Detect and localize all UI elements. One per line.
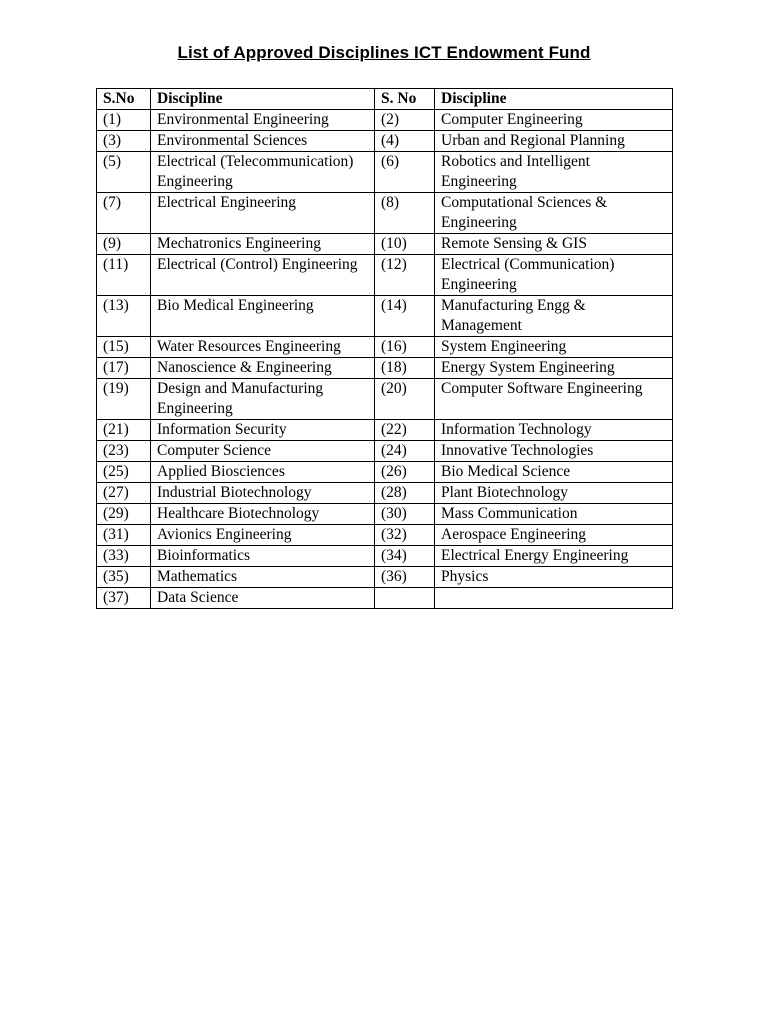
discipline-left: Computer Science (151, 441, 375, 462)
discipline-right: Bio Medical Science (435, 462, 673, 483)
table-row (97, 420, 673, 441)
serial-number-left: (11) (97, 255, 151, 296)
discipline-right: Information Technology (435, 420, 673, 441)
table-row (97, 504, 673, 525)
serial-number-right: (2) (375, 110, 435, 131)
table-row (97, 358, 673, 379)
page-title: List of Approved Disciplines ICT Endowment Fund (177, 43, 591, 62)
discipline-right: Robotics and Intelligent Engineering (435, 152, 673, 193)
serial-number-left: (17) (97, 358, 151, 379)
serial-number-left: (19) (97, 379, 151, 420)
header-discipline-right: Discipline (435, 89, 673, 110)
discipline-right: Plant Biotechnology (435, 483, 673, 504)
discipline-right: Remote Sensing & GIS (435, 234, 673, 255)
discipline-left: Nanoscience & Engineering (151, 358, 375, 379)
discipline-left: Data Science (151, 588, 375, 609)
discipline-right: Aerospace Engineering (435, 525, 673, 546)
serial-number-right: (28) (375, 483, 435, 504)
header-sno-right: S. No (375, 89, 435, 110)
discipline-left: Environmental Sciences (151, 131, 375, 152)
discipline-left: Design and Manufacturing Engineering (151, 379, 375, 420)
discipline-right: Electrical (Communication) Engineering (435, 255, 673, 296)
serial-number-right: (30) (375, 504, 435, 525)
discipline-right: System Engineering (435, 337, 673, 358)
table-row (97, 234, 673, 255)
discipline-left: Mechatronics Engineering (151, 234, 375, 255)
serial-number-left: (29) (97, 504, 151, 525)
table-row (97, 462, 673, 483)
table-row (97, 441, 673, 462)
serial-number-left: (1) (97, 110, 151, 131)
serial-number-right: (32) (375, 525, 435, 546)
discipline-right: Computer Engineering (435, 110, 673, 131)
serial-number-left: (21) (97, 420, 151, 441)
discipline-right: Urban and Regional Planning (435, 131, 673, 152)
discipline-left: Electrical Engineering (151, 193, 375, 234)
discipline-left: Healthcare Biotechnology (151, 504, 375, 525)
table-row (97, 110, 673, 131)
serial-number-left: (33) (97, 546, 151, 567)
serial-number-right: (22) (375, 420, 435, 441)
serial-number-left: (37) (97, 588, 151, 609)
table-row (97, 131, 673, 152)
serial-number-right: (6) (375, 152, 435, 193)
table-row (97, 337, 673, 358)
serial-number-right: (24) (375, 441, 435, 462)
serial-number-right: (18) (375, 358, 435, 379)
serial-number-left: (35) (97, 567, 151, 588)
serial-number-left: (31) (97, 525, 151, 546)
discipline-right: Computational Sciences & Engineering (435, 193, 673, 234)
table-body (97, 110, 673, 609)
serial-number-left: (27) (97, 483, 151, 504)
discipline-left: Electrical (Control) Engineering (151, 255, 375, 296)
discipline-left: Applied Biosciences (151, 462, 375, 483)
table-row (97, 525, 673, 546)
serial-number-left: (9) (97, 234, 151, 255)
serial-number-right: (34) (375, 546, 435, 567)
discipline-right: Electrical Energy Engineering (435, 546, 673, 567)
table-row (97, 567, 673, 588)
discipline-right: Mass Communication (435, 504, 673, 525)
serial-number-right: (4) (375, 131, 435, 152)
discipline-left: Mathematics (151, 567, 375, 588)
table-header-row (97, 89, 673, 110)
table-row (97, 379, 673, 420)
serial-number-right: (14) (375, 296, 435, 337)
table-row (97, 588, 673, 609)
discipline-right: Computer Software Engineering (435, 379, 673, 420)
table-row (97, 152, 673, 193)
discipline-right: Innovative Technologies (435, 441, 673, 462)
discipline-left: Environmental Engineering (151, 110, 375, 131)
serial-number-right: (20) (375, 379, 435, 420)
discipline-right: Physics (435, 567, 673, 588)
discipline-left: Electrical (Telecommunication) Engineering (151, 152, 375, 193)
serial-number-right: (8) (375, 193, 435, 234)
serial-number-left: (5) (97, 152, 151, 193)
discipline-right (435, 588, 673, 609)
header-sno-left: S.No (97, 89, 151, 110)
discipline-left: Avionics Engineering (151, 525, 375, 546)
discipline-left: Information Security (151, 420, 375, 441)
serial-number-right: (36) (375, 567, 435, 588)
discipline-left: Industrial Biotechnology (151, 483, 375, 504)
serial-number-right: (10) (375, 234, 435, 255)
table-row (97, 483, 673, 504)
discipline-left: Bio Medical Engineering (151, 296, 375, 337)
discipline-left: Bioinformatics (151, 546, 375, 567)
serial-number-left: (3) (97, 131, 151, 152)
table-row (97, 255, 673, 296)
discipline-left: Water Resources Engineering (151, 337, 375, 358)
serial-number-right: (26) (375, 462, 435, 483)
serial-number-left: (25) (97, 462, 151, 483)
serial-number-left: (23) (97, 441, 151, 462)
disciplines-table (96, 88, 673, 609)
serial-number-left: (15) (97, 337, 151, 358)
serial-number-right: (12) (375, 255, 435, 296)
discipline-right: Manufacturing Engg & Management (435, 296, 673, 337)
serial-number-right: (16) (375, 337, 435, 358)
serial-number-right (375, 588, 435, 609)
table-row (97, 546, 673, 567)
discipline-right: Energy System Engineering (435, 358, 673, 379)
table-row (97, 296, 673, 337)
header-discipline-left: Discipline (151, 89, 375, 110)
table-row (97, 193, 673, 234)
serial-number-left: (13) (97, 296, 151, 337)
serial-number-left: (7) (97, 193, 151, 234)
